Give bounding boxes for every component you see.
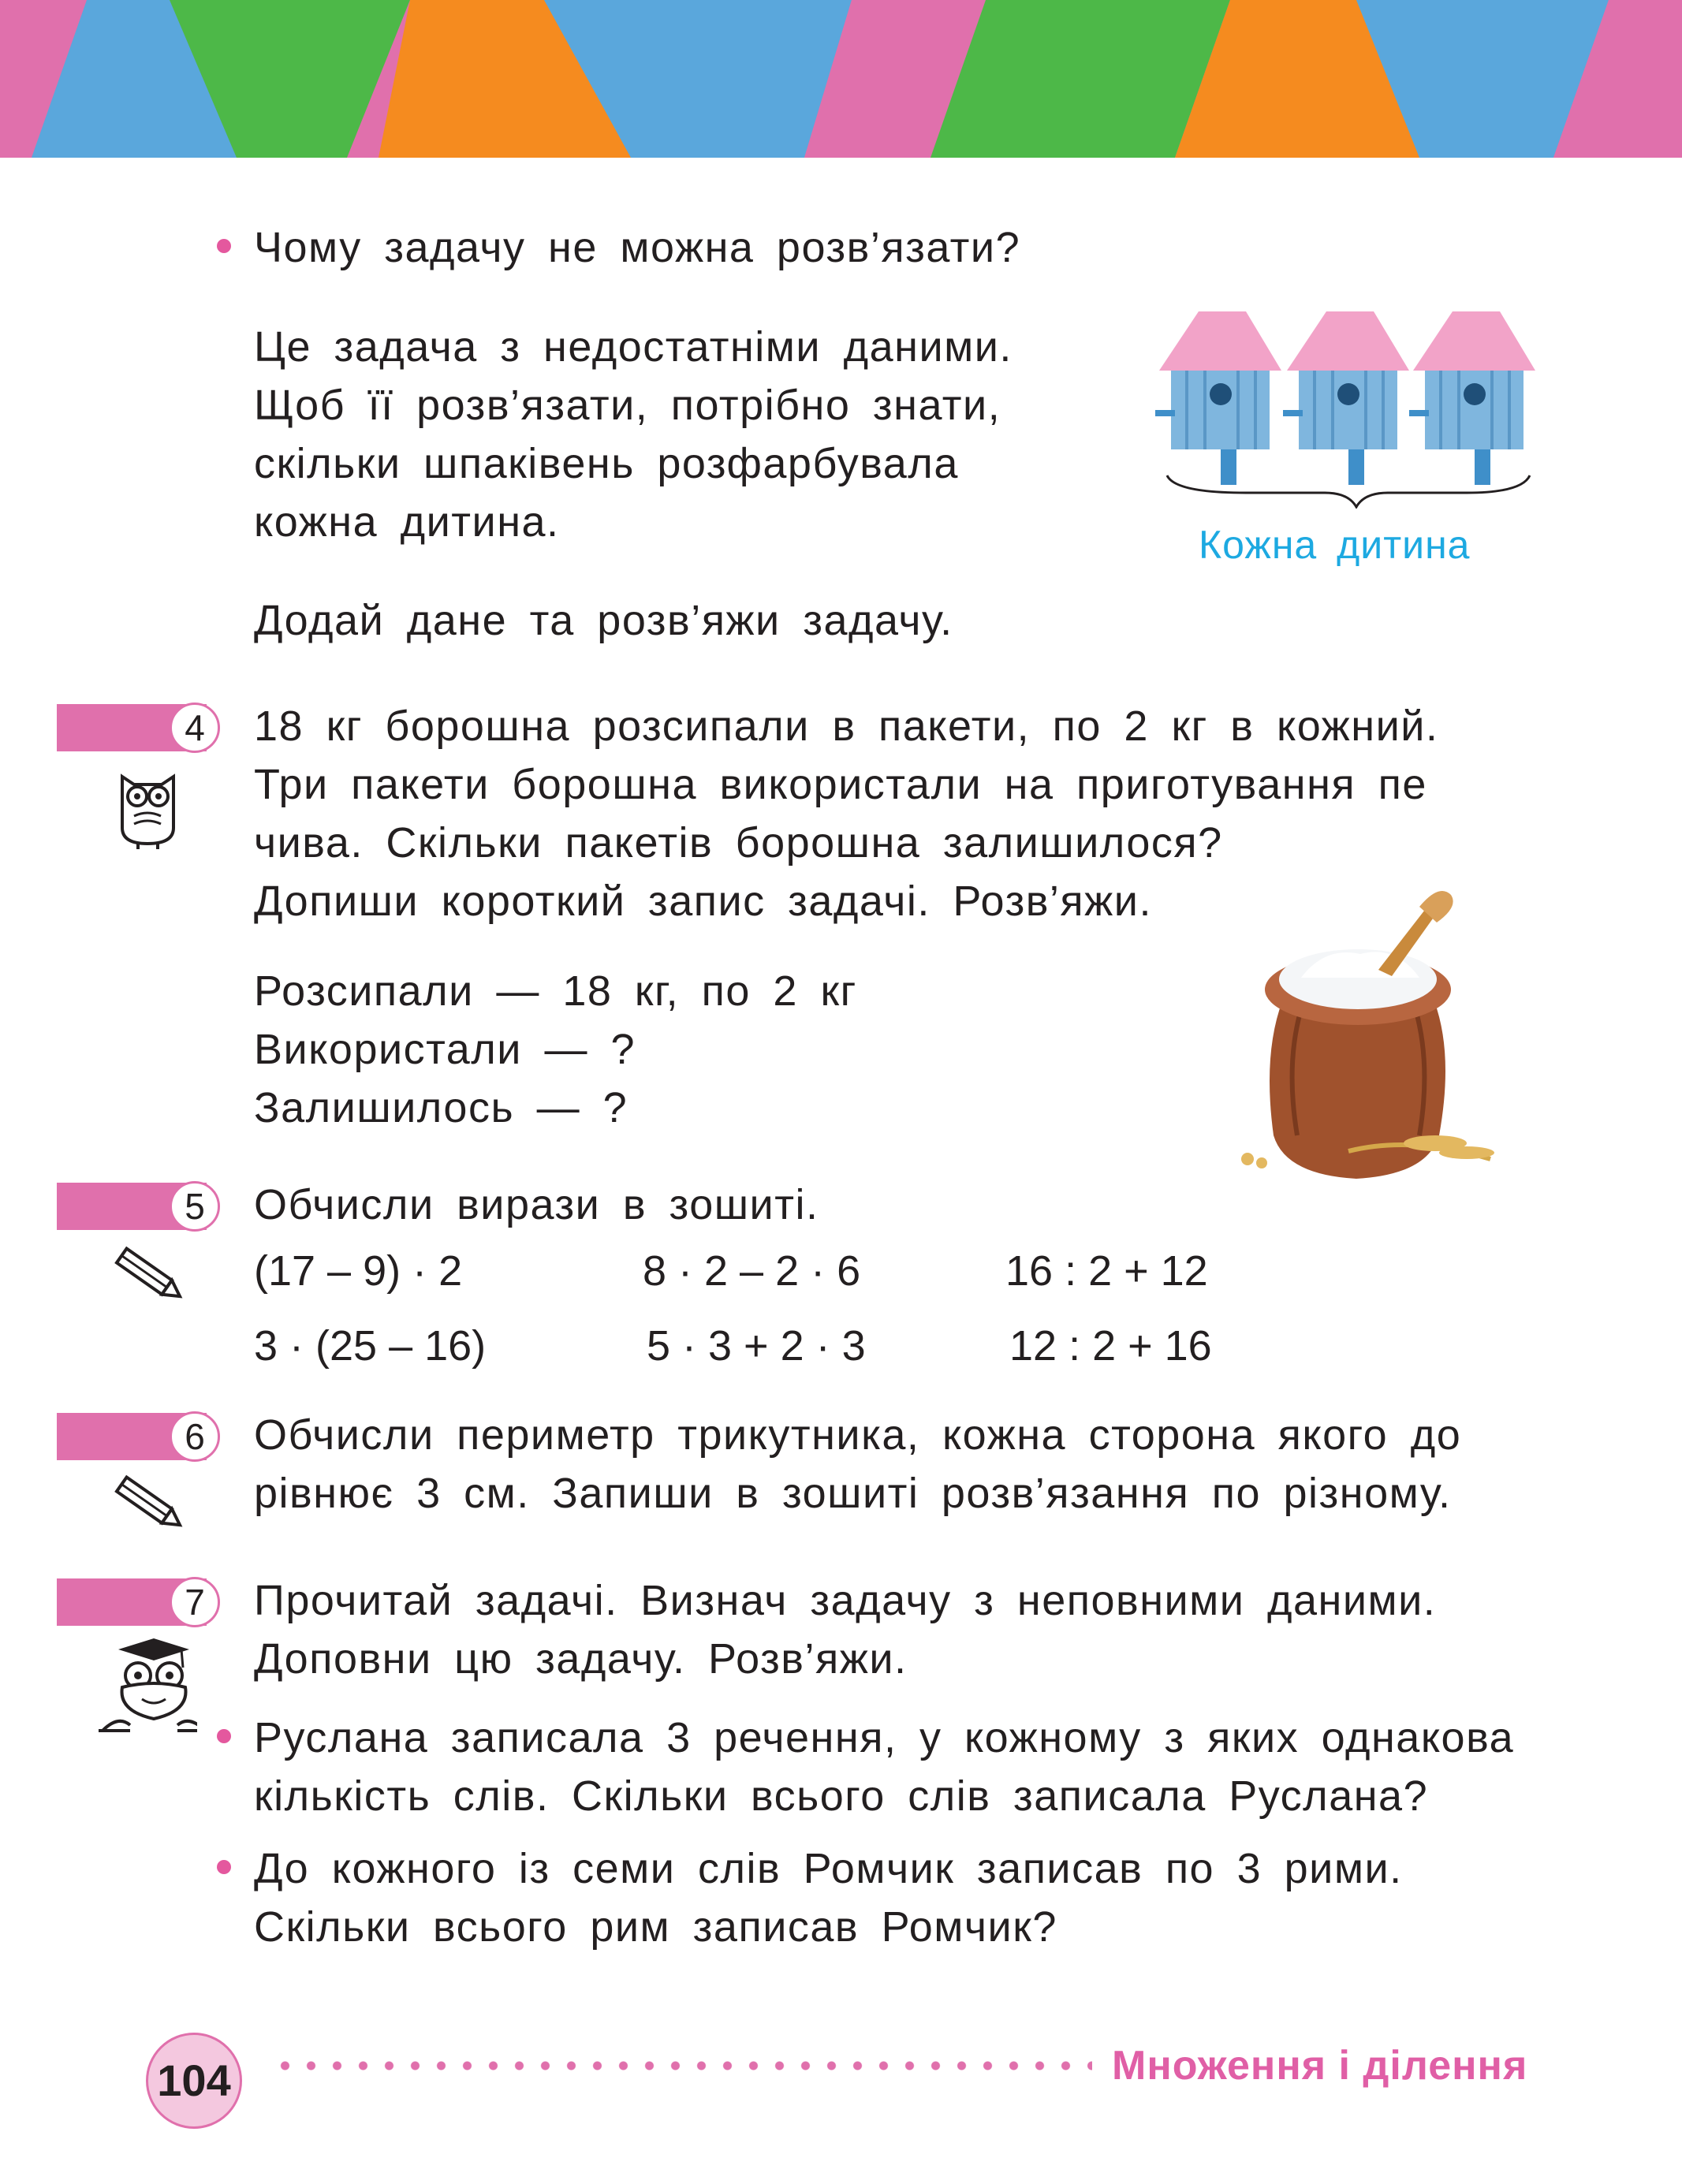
task4-line-1: 18 кг борошна розсипали в пакети, по 2 кг в кожний. xyxy=(254,703,1439,750)
frog-graduate-icon xyxy=(95,1632,197,1742)
task7-line-2: Доповни цю задачу. Розв’яжи. xyxy=(254,1635,908,1683)
intro-question: Чому задачу не можна розв’язати? xyxy=(254,224,1021,271)
problem1-line-1: Руслана записала 3 речення, у кожному з яких однакова xyxy=(254,1714,1515,1761)
pencil-icon xyxy=(110,1470,189,1541)
task4-record-3: Залишилось — ? xyxy=(254,1084,628,1131)
birdhouse-caption: Кожна дитина xyxy=(1199,523,1471,567)
section-title: Множення і ділення xyxy=(1112,2043,1528,2089)
task-number-6: 6 xyxy=(170,1411,220,1462)
expression: (17 – 9) · 2 xyxy=(254,1247,463,1295)
flour-sack-illustration xyxy=(1230,875,1522,1206)
problem1-line-2: кількість слів. Скільки всього слів записала Руслана? xyxy=(254,1772,1429,1820)
task-number-5: 5 xyxy=(170,1181,220,1232)
problem2-line-2: Скільки всього рим записав Ромчик? xyxy=(254,1903,1057,1951)
task5-title: Обчисли вирази в зошиті. xyxy=(254,1181,819,1228)
intro-line-2: Щоб її розв’язати, потрібно знати, xyxy=(254,382,1001,429)
task4-record-1: Розсипали — 18 кг, по 2 кг xyxy=(254,967,857,1015)
footer-dotted-line xyxy=(272,2061,1092,2070)
task4-line-3: чива. Скільки пакетів борошна залишилося? xyxy=(254,819,1223,867)
bullet-dot xyxy=(217,1860,231,1874)
problem2-line-1: До кожного із семи слів Ромчик записав по 3 рими. xyxy=(254,1845,1403,1892)
task6-line-2: рівнює 3 см. Запиши в зошиті розв’язання по різному. xyxy=(254,1470,1452,1517)
intro-instruction: Додай дане та розв’яжи задачу. xyxy=(254,597,953,644)
task4-line-2: Три пакети борошна використали на приготування пе xyxy=(254,761,1427,808)
intro-line-1: Це задача з недостатніми даними. xyxy=(254,323,1013,371)
page-number: 104 xyxy=(157,2055,231,2105)
expression: 12 : 2 + 16 xyxy=(1009,1322,1212,1370)
task-number-4: 4 xyxy=(170,703,220,753)
task-number-7: 7 xyxy=(170,1577,220,1627)
task6-line-1: Обчисли периметр трикутника, кожна сторона якого до xyxy=(254,1411,1462,1459)
expression: 16 : 2 + 12 xyxy=(1005,1247,1208,1295)
task4-line-4: Допиши короткий запис задачі. Розв’яжи. xyxy=(254,878,1152,925)
expression: 3 · (25 – 16) xyxy=(254,1322,487,1370)
birdhouses-illustration xyxy=(1151,304,1546,509)
bullet-dot xyxy=(217,239,231,253)
pencil-icon xyxy=(110,1242,189,1313)
intro-line-4: кожна дитина. xyxy=(254,498,560,546)
intro-line-3: скільки шпаківень розфарбувала xyxy=(254,440,959,487)
expression: 5 · 3 + 2 · 3 xyxy=(647,1322,866,1370)
task7-line-1: Прочитай задачі. Визнач задачу з неповними даними. xyxy=(254,1577,1437,1624)
header-banner xyxy=(0,0,1682,158)
owl-icon xyxy=(110,761,185,852)
expression: 8 · 2 – 2 · 6 xyxy=(643,1247,861,1295)
bullet-dot xyxy=(217,1729,231,1743)
task4-record-2: Використали — ? xyxy=(254,1026,636,1073)
